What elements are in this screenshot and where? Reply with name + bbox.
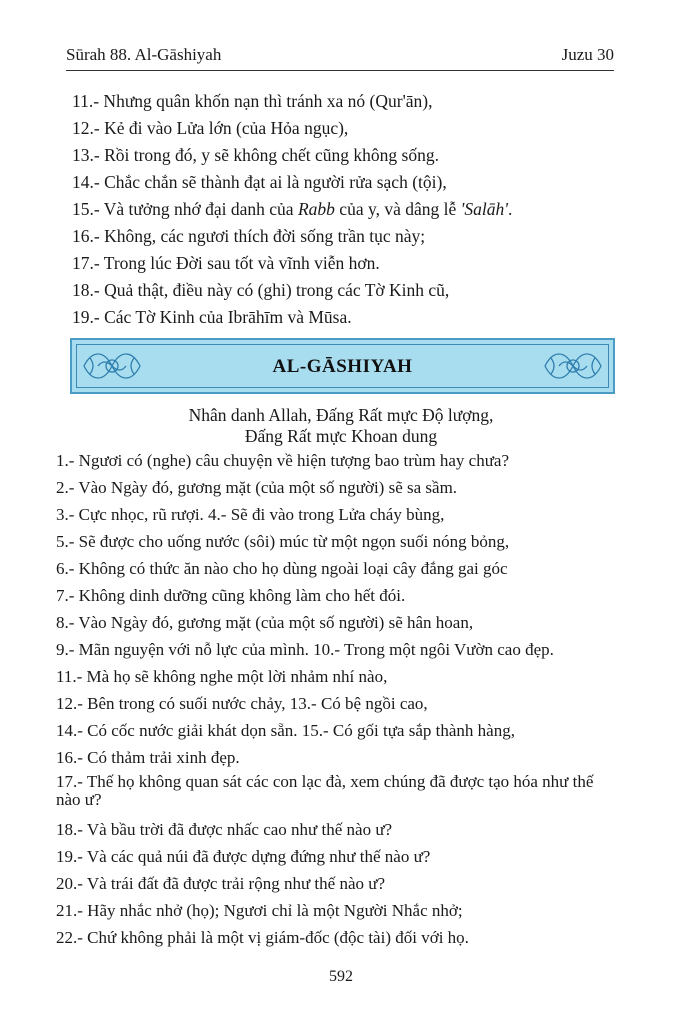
page-header xyxy=(66,34,614,71)
basmala xyxy=(0,405,682,447)
juz-label: Juzu 30 xyxy=(561,45,614,64)
verse-text: của y, và dâng lễ xyxy=(334,199,461,219)
verse-italic-salah: 'Salāh' xyxy=(460,199,508,219)
verse-line: 12.- Bên trong có suối nước chảy, 13.- Có bệ ngồi cao, xyxy=(56,694,428,713)
verse-line: 18.- Và bầu trời đã được nhấc cao như thế nào ư? xyxy=(56,820,393,839)
verse-line: 9.- Mãn nguyện với nỗ lực của mình. 10.- Trong một ngôi Vườn cao đẹp. xyxy=(56,640,554,659)
surah-title: Sūrah 88. Al-Gāshiyah xyxy=(66,45,222,64)
verse-italic-rabb: Rabb xyxy=(297,199,335,219)
verse-text: 15.- Và tưởng nhớ đại danh của xyxy=(72,199,298,219)
verse-line: 5.- Sẽ được cho uống nước (sôi) múc từ một ngọn suối nóng bỏng, xyxy=(56,532,510,551)
verse-line: 19.- Các Tờ Kinh của Ibrāhīm và Mūsa. xyxy=(72,307,352,327)
banner-title: AL-GĀSHIYAH xyxy=(272,356,413,377)
verse-line: 6.- Không có thức ăn nào cho họ dùng ngoài loại cây đắng gai góc xyxy=(56,559,508,578)
verse-text: . xyxy=(507,199,513,219)
verse-line: 22.- Chứ không phải là một vị giám-đốc (độc tài) đối với họ. xyxy=(56,928,469,947)
verse-line: 19.- Và các quả núi đã được dựng đứng như thế nào ư? xyxy=(56,847,431,866)
verse-line: 18.- Quả thật, điều này có (ghi) trong các Tờ Kinh cũ, xyxy=(72,280,450,300)
verse-line: 12.- Kẻ đi vào Lửa lớn (của Hỏa ngục), xyxy=(72,118,349,138)
verse-line: 14.- Có cốc nước giải khát dọn sẵn. 15.- Có gối tựa sắp thành hàng, xyxy=(56,721,515,740)
arabesque-ornament-icon xyxy=(541,346,605,386)
verse-line: 2.- Vào Ngày đó, gương mặt (của một số người) sẽ sa sầm. xyxy=(56,478,458,497)
verse-line-15 xyxy=(72,198,512,220)
arabesque-ornament-icon xyxy=(80,346,144,386)
verse-line: 16.- Không, các ngươi thích đời sống trần tục này; xyxy=(72,226,426,246)
verse-line: 14.- Chắc chắn sẽ thành đạt ai là người rửa sạch (tội), xyxy=(72,172,447,192)
verse-line: 1.- Ngươi có (nghe) câu chuyện về hiện tượng bao trùm hay chưa? xyxy=(56,451,509,470)
page-number: 592 xyxy=(329,968,353,985)
surah-banner xyxy=(70,338,615,394)
verse-line: 8.- Vào Ngày đó, gương mặt (của một số người) sẽ hân hoan, xyxy=(56,613,474,632)
verse-line: 3.- Cực nhọc, rũ rượi. 4.- Sẽ đi vào trong Lửa cháy bùng, xyxy=(56,505,445,524)
verse-line: 16.- Có thảm trải xinh đẹp. xyxy=(56,748,240,767)
verse-line: 7.- Không dinh dưỡng cũng không làm cho hết đói. xyxy=(56,586,406,605)
verse-line: 11.- Nhưng quân khốn nạn thì tránh xa nó (Qur'ān), xyxy=(72,91,433,111)
verse-line: 17.- Trong lúc Đời sau tốt và vĩnh viễn hơn. xyxy=(72,253,380,273)
verse-line: 20.- Và trái đất đã được trải rộng như thế nào ư? xyxy=(56,874,385,893)
basmala-line: Đấng Rất mực Khoan dung xyxy=(244,426,438,446)
verse-line: 11.- Mà họ sẽ không nghe một lời nhảm nhí nào, xyxy=(56,667,388,686)
verse-line: 17.- Thế họ không quan sát các con lạc đà, xem chúng đã được tạo hóa như thế nào ư? xyxy=(56,772,594,809)
basmala-line: Nhân danh Allah, Đấng Rất mực Độ lượng, xyxy=(188,405,494,425)
verse-line: 13.- Rồi trong đó, y sẽ không chết cũng không sống. xyxy=(72,145,439,165)
verse-line: 21.- Hãy nhắc nhở (họ); Ngươi chỉ là một Người Nhắc nhở; xyxy=(56,901,463,920)
